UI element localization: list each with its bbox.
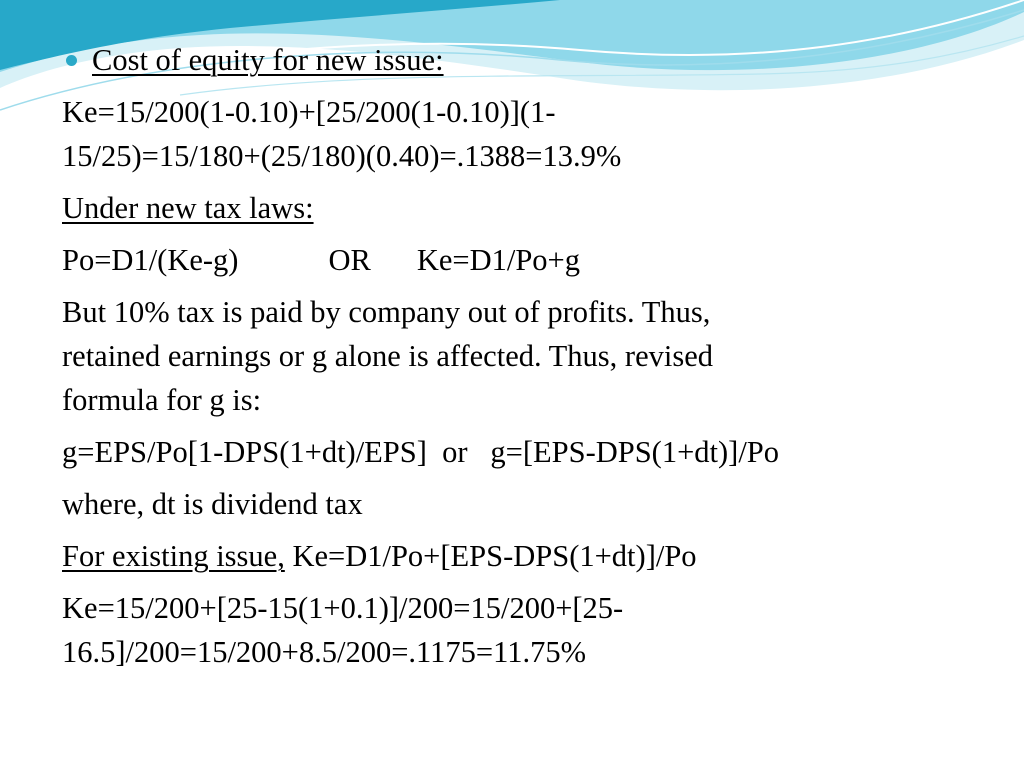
growth-formula-text: g=EPS/Po[1-DPS(1+dt)/EPS] or g=[EPS-DPS(1+dt)]/Po xyxy=(62,435,780,469)
tax-explanation-b: retained earnings or g alone is affected. Thus, revised xyxy=(62,339,713,373)
bullet-heading: Cost of equity for new issue: xyxy=(92,43,444,77)
growth-formula xyxy=(62,430,962,474)
where-note-text: where, dt is dividend tax xyxy=(62,487,363,521)
tax-explanation xyxy=(62,290,962,422)
tax-law-heading-para xyxy=(62,186,962,230)
final-calc xyxy=(62,586,962,674)
where-note xyxy=(62,482,962,526)
slide-body xyxy=(62,38,962,682)
bullet-dot-icon xyxy=(66,55,77,66)
final-calc-a: Ke=15/200+[25-15(1+0.1)]/200=15/200+[25- xyxy=(62,591,624,625)
formula-line xyxy=(62,238,962,282)
calc-line-1a: Ke=15/200(1-0.10)+[25/200(1-0.10)](1- xyxy=(62,95,556,129)
existing-issue-formula: Ke=D1/Po+[EPS-DPS(1+dt)]/Po xyxy=(284,539,697,573)
tax-explanation-c: formula for g is: xyxy=(62,383,262,417)
final-calc-b: 16.5]/200=15/200+8.5/200=.1175=11.75% xyxy=(62,635,587,669)
formula-or: OR xyxy=(328,243,371,277)
tax-law-heading: Under new tax laws: xyxy=(62,191,314,225)
formula-left: Po=D1/(Ke-g) xyxy=(62,243,239,277)
tax-explanation-a: But 10% tax is paid by company out of profits. Thus, xyxy=(62,295,711,329)
bullet-item xyxy=(62,38,962,82)
calc-line-1b: 15/25)=15/180+(25/180)(0.40)=.1388=13.9% xyxy=(62,139,622,173)
existing-issue-label: For existing issue, xyxy=(62,539,285,573)
cost-equity-calc xyxy=(62,90,962,178)
existing-issue-line xyxy=(62,534,962,578)
formula-right: Ke=D1/Po+g xyxy=(416,243,581,277)
